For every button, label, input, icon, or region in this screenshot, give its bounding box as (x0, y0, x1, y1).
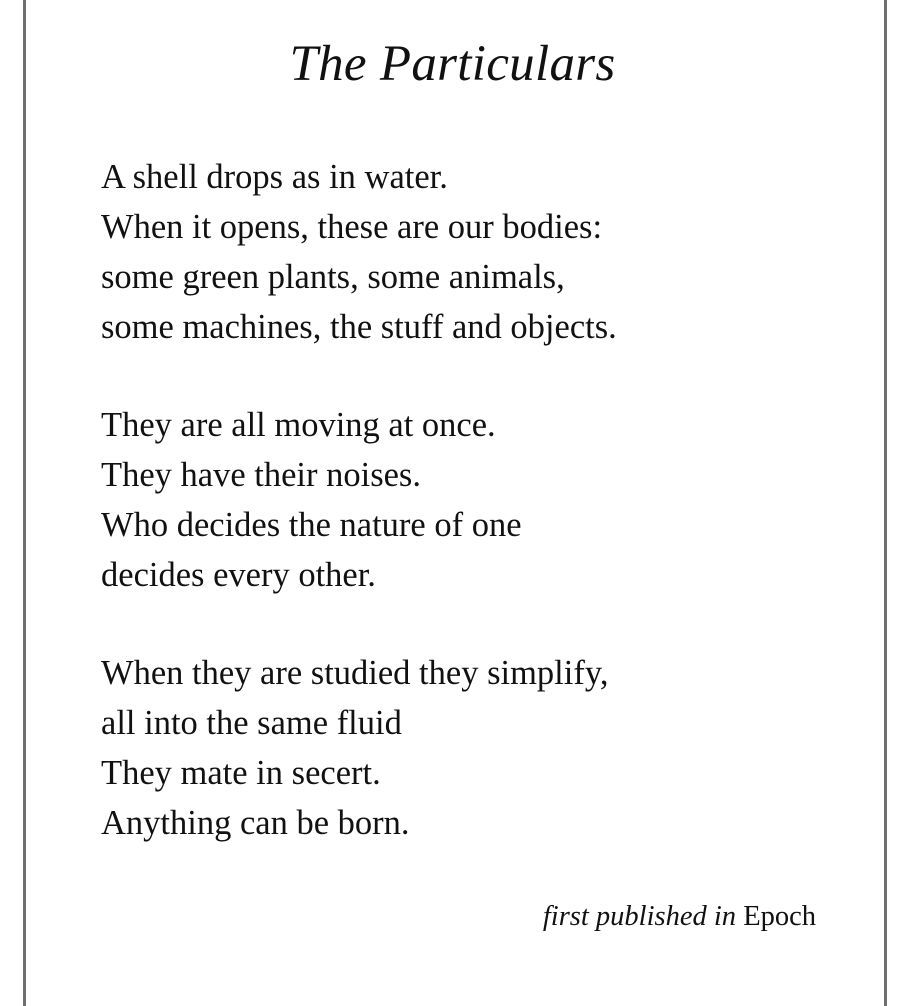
poem-line: When it opens, these are our bodies: (101, 208, 603, 246)
poem-line: all into the same fluid (101, 704, 402, 742)
stanza-2 (101, 400, 821, 600)
poem-line: A shell drops as in water. (101, 158, 448, 196)
stanza-3 (101, 648, 821, 848)
poem-line: They mate in secert. (101, 754, 381, 792)
poem-line: Who decides the nature of one (101, 506, 522, 544)
poem-title: The Particulars (289, 36, 616, 92)
poem-body (101, 152, 821, 896)
poem-line: They have their noises. (101, 456, 421, 494)
poem-line: some green plants, some animals, (101, 258, 565, 296)
stanza-1 (101, 152, 821, 352)
poem-line: They are all moving at once. (101, 406, 496, 444)
publication-attribution (543, 895, 816, 939)
attribution-publication: Epoch (743, 901, 816, 932)
poem-line: When they are studied they simplify, (101, 654, 609, 692)
attribution-prefix: first published in (542, 901, 737, 932)
poem-line: decides every other. (101, 556, 376, 594)
poem-line: Anything can be born. (101, 804, 410, 842)
poem-line: some machines, the stuff and objects. (101, 308, 617, 346)
